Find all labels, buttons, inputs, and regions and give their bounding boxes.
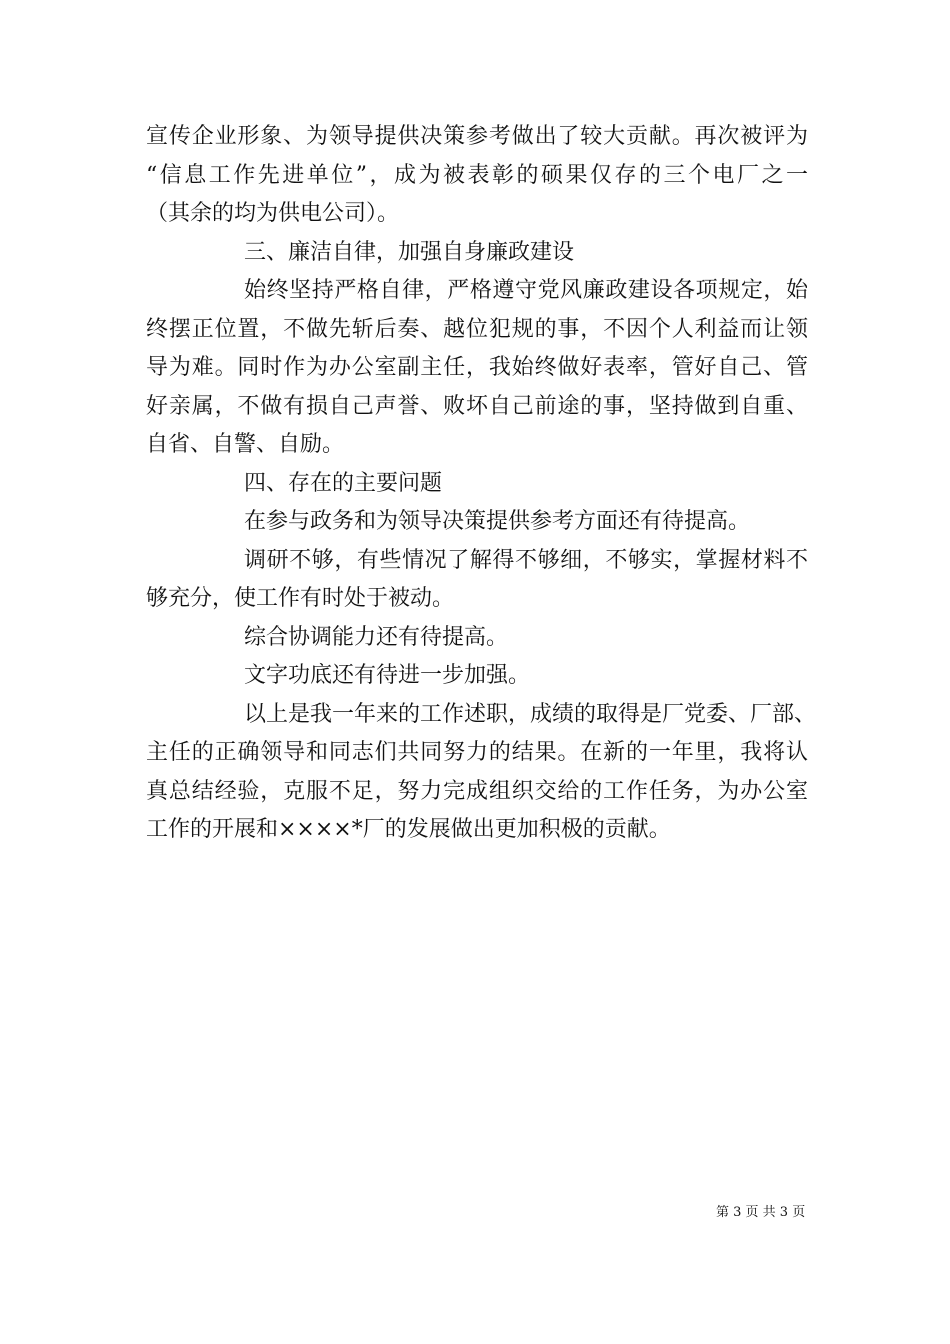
- text-line: 始终坚持严格自律，严格遵守党风廉政建设各项规定，始: [244, 278, 808, 303]
- paragraph: [146, 696, 817, 850]
- paragraph: [146, 272, 808, 465]
- text-line: 综合协调能力还有待提高。: [244, 624, 509, 650]
- page-footer: 第 3 页 共 3 页: [716, 1205, 806, 1220]
- text-line: 宣传企业形象、为领导提供决策参考做出了较大贡献。再次被评为: [146, 124, 808, 149]
- text-line: 真总结经验，克服不足，努力完成组织交给的工作任务，为办公室: [146, 778, 808, 804]
- text-line: 调研不够，有些情况了解得不够细，不够实，掌握材料不: [244, 547, 808, 573]
- text-line: 三、廉洁自律，加强自身廉政建设: [244, 239, 575, 265]
- paragraph: [146, 118, 808, 234]
- text-line: 工作的开展和××××*厂的发展做出更加积极的贡献。: [146, 817, 671, 842]
- text-line: 文字功底还有待进一步加强。: [244, 663, 531, 688]
- text-line: 自省、自警、自励。: [146, 432, 345, 457]
- text-line: 好亲属，不做有损自己声誉、败坏自己前途的事，坚持做到自重、: [146, 393, 808, 419]
- paragraph: [146, 619, 808, 658]
- text-line: 主任的正确领导和同志们共同努力的结果。在新的一年里，我将认: [146, 740, 808, 765]
- paragraph: [146, 465, 808, 504]
- text-line: 够充分，使工作有时处于被动。: [146, 586, 455, 611]
- paragraph: [146, 234, 808, 273]
- text-line: 在参与政务和为领导决策提供参考方面还有待提高。: [244, 509, 751, 534]
- text-line: 导为难。同时作为办公室副主任，我始终做好表率，管好自己、管: [146, 355, 808, 380]
- paragraph: [146, 542, 808, 619]
- text-line: （其余的均为供电公司）。: [146, 201, 400, 226]
- document-body: [146, 118, 817, 850]
- text-line: 四、存在的主要问题: [244, 470, 443, 496]
- text-line: 以上是我一年来的工作述职，成绩的取得是厂党委、厂部、: [244, 701, 817, 727]
- text-line: “信息工作先进单位”，成为被表彰的硕果仅存的三个电厂之一: [146, 162, 808, 188]
- paragraph: [146, 503, 808, 542]
- paragraph: [146, 657, 808, 696]
- text-line: 终摆正位置，不做先斩后奏、越位犯规的事，不因个人利益而让领: [146, 316, 808, 342]
